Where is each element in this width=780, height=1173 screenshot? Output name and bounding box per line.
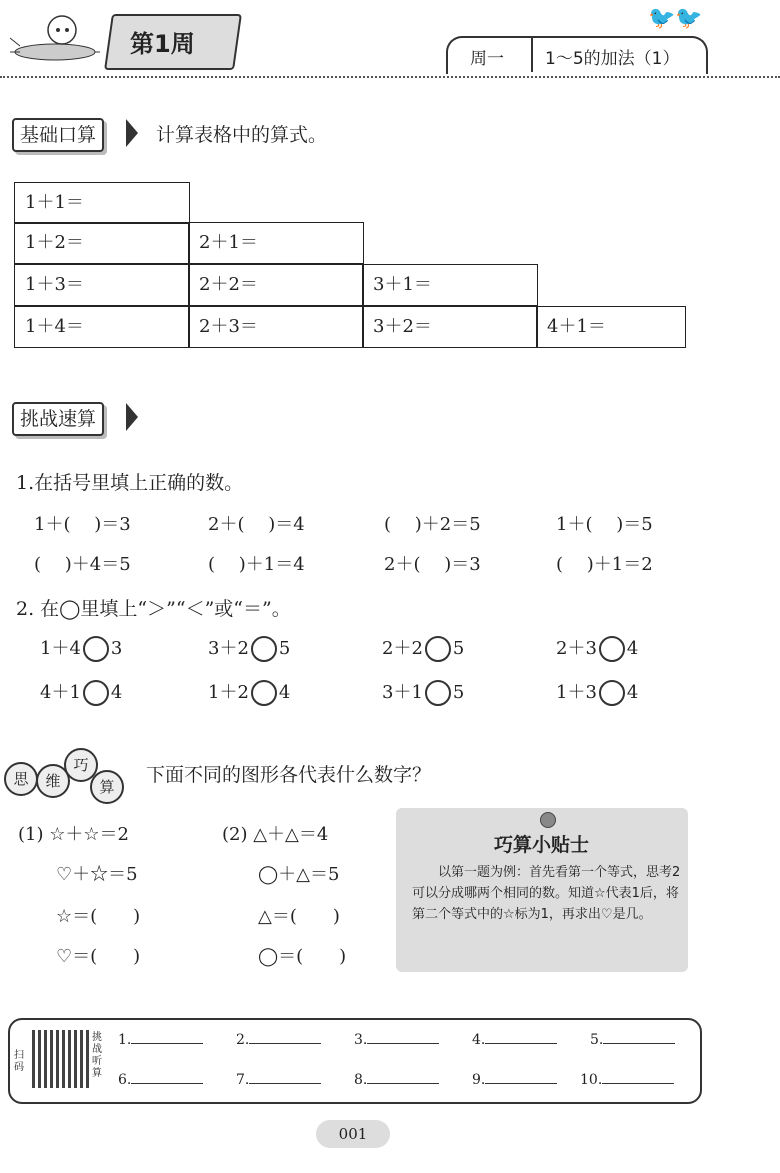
table-cell: 1＋4＝	[14, 306, 190, 348]
compare-item	[208, 634, 290, 662]
answer-number: 2.	[236, 1032, 250, 1048]
answer-number: 8.	[354, 1072, 368, 1088]
compare-right: 3	[110, 638, 123, 659]
answer-slot[interactable]	[118, 1072, 203, 1088]
compare-circle[interactable]	[251, 636, 277, 662]
compare-circle[interactable]	[83, 680, 109, 706]
compare-item	[208, 678, 290, 706]
compare-item	[556, 678, 638, 706]
fill-blank-item[interactable]: 2＋( )＝3	[384, 554, 481, 575]
fill-blank-item[interactable]: 1＋( )＝5	[556, 514, 653, 535]
answer-number: 4.	[472, 1032, 486, 1048]
compare-item	[382, 634, 464, 662]
answer-slot[interactable]	[236, 1032, 321, 1048]
compare-circle[interactable]	[425, 636, 451, 662]
table-cell: 2＋1＝	[188, 222, 364, 264]
shape-equation: (2) △＋△＝4	[222, 824, 329, 845]
answer-slot[interactable]	[590, 1032, 675, 1048]
tip-body: 以第一题为例：首先看第一个等式，思考2可以分成哪两个相同的数。知道☆代表1后，将第二个等式中的☆标为1，再求出♡是几。	[412, 865, 681, 922]
section-label-basic: 基础口算	[12, 118, 104, 152]
tip-title: 巧算小贴士	[494, 834, 590, 856]
header-day: 周一	[470, 49, 504, 69]
compare-left: 3＋1	[382, 682, 423, 703]
shape-equation: ♡＋☆＝5	[56, 864, 138, 885]
fill-blank-item[interactable]: ( )＋2＝5	[384, 514, 481, 535]
answer-number: 6.	[118, 1072, 132, 1088]
compare-right: 4	[626, 638, 639, 659]
answer-slot[interactable]	[118, 1032, 203, 1048]
section1-instruction: 计算表格中的算式。	[156, 124, 328, 146]
header-divider-line	[0, 76, 780, 78]
answer-box	[8, 1018, 702, 1104]
table-cell: 2＋2＝	[188, 264, 364, 306]
table-cell: 3＋2＝	[362, 306, 538, 348]
compare-item	[40, 634, 122, 662]
shape-answer[interactable]: △＝( )	[258, 906, 340, 927]
fill-blank-item[interactable]: ( )＋4＝5	[34, 554, 131, 575]
mascot-icon	[10, 8, 100, 74]
fill-blank-item[interactable]: 1＋( )＝3	[34, 514, 131, 535]
compare-circle[interactable]	[425, 680, 451, 706]
table-cell: 1＋1＝	[14, 182, 190, 224]
gear-icon: 维	[36, 764, 70, 798]
answer-slot[interactable]	[354, 1032, 439, 1048]
shape-answer[interactable]: ☆＝( )	[56, 906, 141, 927]
gear-icon: 巧	[64, 748, 98, 782]
compare-item	[40, 678, 122, 706]
answer-number: 1.	[118, 1032, 132, 1048]
fill-blank-item[interactable]: ( )＋1＝2	[556, 554, 653, 575]
compare-circle[interactable]	[599, 636, 625, 662]
compare-circle[interactable]	[83, 636, 109, 662]
answer-slot[interactable]	[472, 1032, 557, 1048]
compare-right: 4	[110, 682, 123, 703]
arrow-icon	[126, 119, 138, 147]
shape-equation: ◯＋△＝5	[258, 864, 340, 885]
fill-blank-item[interactable]: 2＋( )＝4	[208, 514, 305, 535]
table-cell: 1＋2＝	[14, 222, 190, 264]
shape-answer[interactable]: ◯＝( )	[258, 946, 347, 967]
compare-right: 4	[626, 682, 639, 703]
answer-slot[interactable]	[472, 1072, 557, 1088]
arrow-icon	[126, 403, 138, 431]
compare-right: 4	[278, 682, 291, 703]
compare-left: 1＋2	[208, 682, 249, 703]
shape-answer[interactable]: ♡＝( )	[56, 946, 141, 967]
compare-left: 4＋1	[40, 682, 81, 703]
scan-label: 扫码	[14, 1050, 24, 1073]
table-cell: 3＋1＝	[362, 264, 538, 306]
compare-left: 1＋3	[556, 682, 597, 703]
pin-icon	[540, 812, 556, 828]
answer-number: 5.	[590, 1032, 604, 1048]
answer-slot[interactable]	[580, 1072, 674, 1088]
header-topic: 1～5的加法（1）	[545, 49, 680, 69]
shape-equation: (1) ☆＋☆＝2	[18, 824, 129, 845]
table-cell: 4＋1＝	[536, 306, 686, 348]
answer-number: 3.	[354, 1032, 368, 1048]
table-cell: 2＋3＝	[188, 306, 364, 348]
compare-right: 5	[452, 682, 465, 703]
compare-circle[interactable]	[599, 680, 625, 706]
compare-left: 3＋2	[208, 638, 249, 659]
compare-item	[556, 634, 638, 662]
compare-left: 1＋4	[40, 638, 81, 659]
answer-number: 9.	[472, 1072, 486, 1088]
compare-left: 2＋3	[556, 638, 597, 659]
compare-right: 5	[278, 638, 291, 659]
fill-blank-item[interactable]: ( )＋1＝4	[208, 554, 305, 575]
compare-right: 5	[452, 638, 465, 659]
answer-number: 7.	[236, 1072, 250, 1088]
answer-slot[interactable]	[354, 1072, 439, 1088]
header-divider	[531, 38, 533, 72]
qr-code-icon[interactable]	[32, 1030, 90, 1088]
listen-label: 挑战听算	[92, 1032, 102, 1079]
gear-icon: 算	[90, 770, 124, 804]
gear-icon: 思	[4, 762, 38, 796]
compare-circle[interactable]	[251, 680, 277, 706]
q1-title: 1.在括号里填上正确的数。	[16, 472, 244, 494]
week-title: 第1周	[130, 30, 195, 58]
compare-item	[382, 678, 464, 706]
answer-slot[interactable]	[236, 1072, 321, 1088]
section3-instruction: 下面不同的图形各代表什么数字？	[146, 764, 432, 786]
q2-title: 2. 在◯里填上“＞”“＜”或“＝”。	[16, 598, 291, 620]
table-cell: 1＋3＝	[14, 264, 190, 306]
section-label-challenge: 挑战速算	[12, 402, 104, 436]
compare-left: 2＋2	[382, 638, 423, 659]
birds-icon: 🐦🐦	[648, 6, 703, 31]
page-number: 001	[316, 1120, 390, 1148]
answer-number: 10.	[580, 1072, 603, 1088]
